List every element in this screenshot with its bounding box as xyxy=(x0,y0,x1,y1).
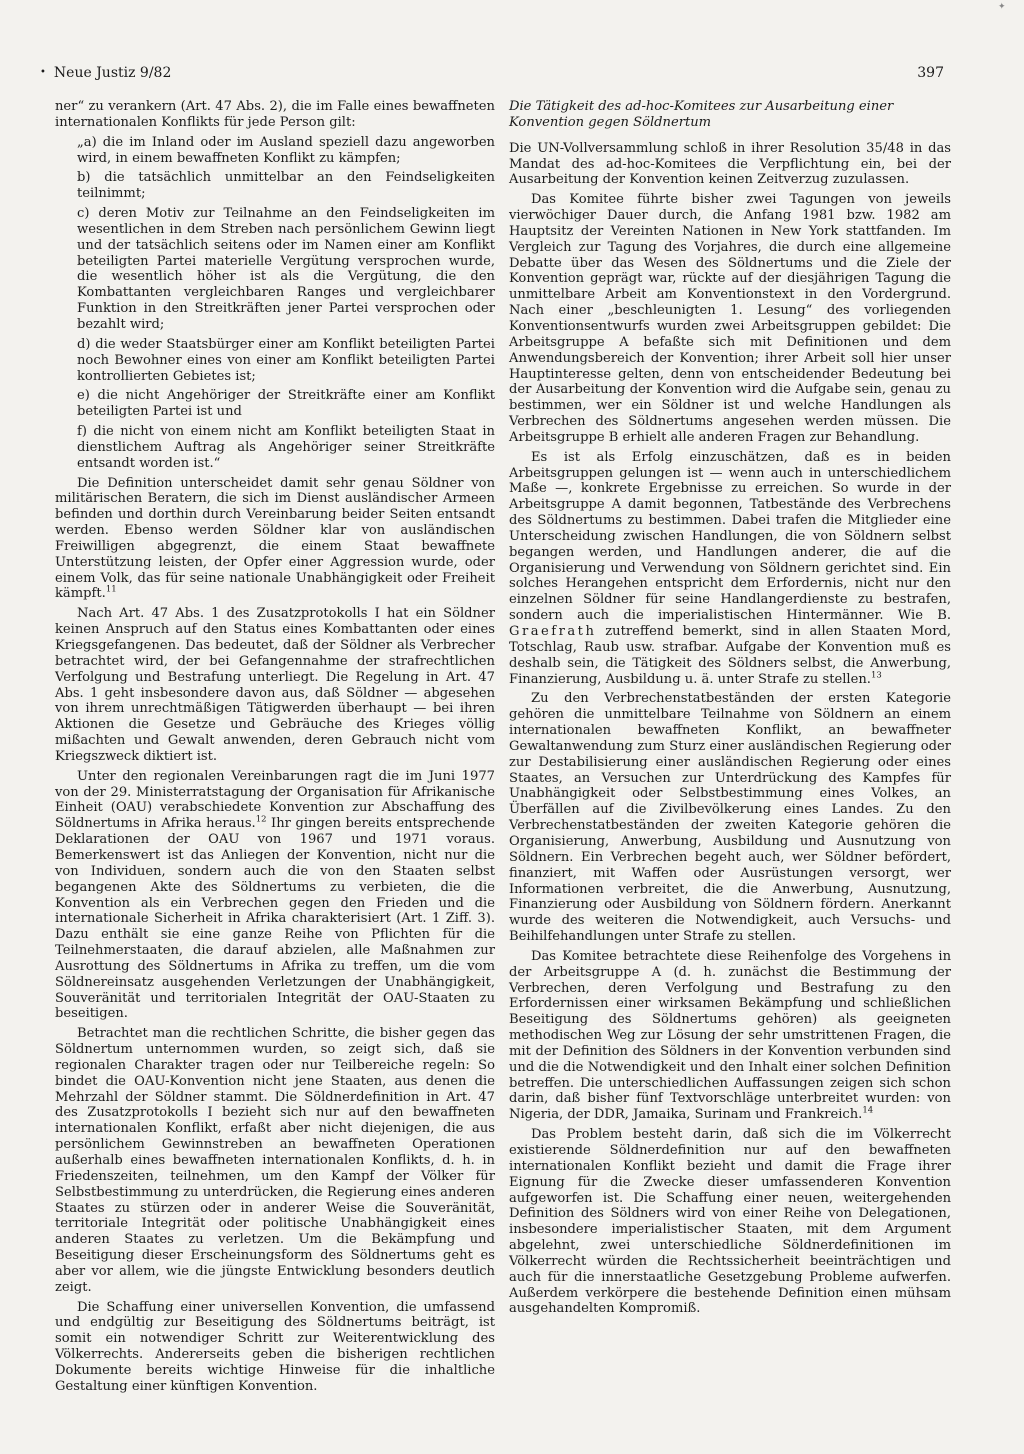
list-item: b) die tatsächlich unmittelbar an den Feindseligkeiten teilnimmt; xyxy=(77,170,495,202)
paragraph xyxy=(55,769,495,1023)
paragraph-text: Unter den regionalen Vereinbarungen ragt die im Juni 1977 von der 29. Ministerratstagung der Organisation für Afrikanische Einheit (OAU) verabschiedete Konvention zur Abschaffung des Söldnertums in Afrika heraus. xyxy=(55,768,495,832)
list-item: c) deren Motiv zur Teilnahme an den Feindseligkeiten im wesentlichen in dem Streben nach persönlichem Gewinn liegt und der tatsächlich seitens oder im Namen einer am Konflikt beteiligten Partei materielle Vergütung versprochen wurde, die wesentlich höher ist als die Vergütung, die den Kombattanten vergleichbaren Ranges und vergleichbarer Funktion in den Streitkräften jener Partei versprochen oder bezahlt wird; xyxy=(77,206,495,332)
list-item: „a) die im Inland oder im Ausland speziell dazu angeworben wird, in einem bewaffneten Konflikt zu kämpfen; xyxy=(77,134,495,166)
paragraph xyxy=(509,450,951,688)
paragraph: Die Schaffung einer universellen Konvention, die umfassend und endgültig zur Beseitigung des Söldnertums beiträgt, ist somit ein notwendiger Schritt zur Weiterentwicklung des Völkerrechts. Andererseits geben die bisherigen rechtlichen Dokumente bereits wichtige Hinweise für die inhaltliche Gestaltung einer künftigen Konvention. xyxy=(55,1299,495,1394)
footnote-ref: 13 xyxy=(870,670,882,681)
list-item: d) die weder Staatsbürger einer am Konflikt beteiligten Partei noch Bewohner eines von einer am Konflikt beteiligten Partei kontrollierten Gebietes ist; xyxy=(77,336,495,384)
section-heading: Die Tätigkeit des ad-hoc-Komitees zur Ausarbeitung einer Konvention gegen Söldnertum xyxy=(509,99,894,130)
list-item: e) die nicht Angehöriger der Streitkräfte einer am Konflikt beteiligten Partei ist und xyxy=(77,388,495,420)
paragraph: ner“ zu verankern (Art. 47 Abs. 2), die im Falle eines bewaffneten internationalen Konflikts für jede Person gilt: xyxy=(55,99,495,130)
paragraph: Das Problem besteht darin, daß sich die im Völkerrecht existierende Söldnerdefinition nur auf den bewaffneten internationalen Konflikt bezieht und damit die Frage ihrer Eignung für die Zwecke dieser umfassenderen Konvention aufgeworfen ist. Die Schaffung einer neuen, weitergehenden Definition des Söldners wird von einer Reihe von Delegationen, insbesondere imperialistischer Staaten, mit dem Argument abgelehnt, zwei unterschiedliche Söldnerdefinitionen im Völkerrecht würden die Rechtssicherheit beeinträchtigen und auch für die innerstaatliche Gesetzgebung Probleme aufwerfen. Außerdem verkörpere die bestehende Definition einen mühsam ausgehandelten Kompromiß. xyxy=(509,1127,951,1317)
journal-title-text: Neue Justiz 9/82 xyxy=(53,65,172,81)
footnote-ref: 14 xyxy=(862,1105,874,1116)
paragraph-text: Die Definition unterscheidet damit sehr genau Söldner von militärischen Beratern, die sich im Dienst ausländischer Armeen befinden und dorthin durch Vereinbarung beider Seiten entsandt werden. Ebenso werden Söldner klar von ausländischen Freiwilligen abgegrenzt, die einem Staat bewaffnete Unterstützung leisten, der Opfer einer Aggression wurde, oder einem Volk, das für seine nationale Unabhängigkeit oder Freiheit kämpft. xyxy=(55,475,495,602)
paragraph: Die UN-Vollversammlung schloß in ihrer Resolution 35/48 in das Mandat des ad-hoc-Komitees die Verpflichtung ein, bei der Ausarbeitung der Konvention keinen Zeitverzug zuzulassen. xyxy=(509,140,951,188)
paragraph xyxy=(55,476,495,603)
paragraph-text: Ihr gingen bereits entsprechende Deklarationen der OAU von 1967 und 1971 voraus. Bemerkenswert ist das Anliegen der Konvention, nicht nur die von Individuen, sondern auch die von den Staaten selbst begangenen Akte des Söldnertums zu verbieten, die die Konvention als ein Verbrechen gegen den Frieden und die internationale Sicherheit in Afrika charakterisiert (Art. 1 Ziff. 3). Dazu enthält sie eine ganze Reihe von Pflichten für die Teilnehmerstaaten, die darauf abzielen, alle Maßnahmen zur Ausrottung des Söldnertums in Afrika zu treffen, um die vom Söldnereinsatz ausgehenden Verletzungen der Unabhängigkeit, Souveränität und territorialen Integrität der OAU-Staaten zu beseitigen. xyxy=(55,816,495,1022)
paragraph: Nach Art. 47 Abs. 1 des Zusatzprotokolls I hat ein Söldner keinen Anspruch auf den Status eines Kombattanten oder eines Kriegsgefangenen. Das bedeutet, daß der Söldner als Verbrecher betrachtet wird, der bei Gefangennahme der strafrechtlichen Verfolgung und Bestrafung unterliegt. Die Regelung in Art. 47 Abs. 1 geht insbesondere davon aus, daß Söldner — abgesehen von ihrem unrechtmäßigen Tätigwerden überhaupt — bei ihren Aktionen die Gesetze und Gebräuche des Krieges völlig mißachten und Gewalt anwenden, deren Gebrauch nicht vom Kriegszweck diktiert ist. xyxy=(55,606,495,764)
list-item: f) die nicht von einem nicht am Konflikt beteiligten Staat in dienstlichem Auftrag als Angehöriger seiner Streitkräfte entsandt worden ist.“ xyxy=(77,424,495,471)
author-name: Graefrath xyxy=(509,624,597,639)
footnote-ref: 11 xyxy=(105,585,117,596)
bullet-mark: • xyxy=(40,67,46,78)
page-number: 397 xyxy=(917,65,944,81)
paragraph-text: zutreffend bemerkt, sind in allen Staaten Mord, Totschlag, Raub usw. strafbar. Aufgabe der Konvention muß es deshalb sein, die Tätigkeit des Söldners selbst, die Anwerbung, Finanzierung, Ausbildung u. ä. unter Strafe zu stellen. xyxy=(509,624,951,687)
left-column xyxy=(55,99,495,1399)
running-header xyxy=(40,64,944,84)
paragraph-text: Das Komitee betrachtete diese Reihenfolge des Vorgehens in der Arbeitsgruppe A (d. h. zunächst die Bestimmung der Verbrechen, deren Verfolgung und Bestrafung zu den Erfordernissen einer wirksamen Bekämpfung und schließlichen Beseitigung des Söldnertums gehören) als geeigneten methodischen Weg zur Lösung der sehr umstrittenen Fragen, die mit der Definition des Söldners in der Konvention verbunden sind und die die Notwendigkeit und den Inhalt einer solchen Definition betreffen. Die unterschiedlichen Auffassungen zeigen sich schon darin, daß bisher fünf Textvorschläge unterbreitet wurden: von Nigeria, der DDR, Jamaika, Surinam und Frankreich. xyxy=(509,948,951,1123)
paragraph-text: Es ist als Erfolg einzuschätzen, daß es in beiden Arbeitsgruppen gelungen ist — wenn auch in unterschiedlichem Maße —, konkrete Ergebnisse zu erreichen. So wurde in der Arbeitsgruppe A damit begonnen, Tatbestände des Verbrechens des Söldnertums zu bestimmen. Dabei trafen die Mitglieder eine Unterscheidung zwischen Handlungen, die von Söldnern selbst begangen werden, und Handlungen anderer, die auf die Organisierung und Verwendung von Söldnern gerichtet sind. Ein solches Herangehen entspricht dem Erfordernis, nicht nur den einzelnen Söldner für seine Handlangerdienste zu bestrafen, sondern auch die imperialistischen Hintermänner. Wie B. xyxy=(509,449,951,624)
paragraph: Zu den Verbrechenstatbeständen der ersten Kategorie gehören die unmittelbare Teilnahme von Söldnern an einem internationalen bewaffneten Konflikt, an bewaffneter Gewaltanwendung zum Sturz einer ausländischen Regierung oder zur Destabilisierung einer ausländischen Regierung oder eines Staates, an Versuchen zur Unterdrückung des Kampfes für Unabhängigkeit oder Selbstbestimmung eines Volkes, an Überfällen auf die Zivilbevölkerung eines Landes. Zu den Verbrechenstatbeständen der zweiten Kategorie gehören die Organisierung, Anwerbung, Ausbildung und Ausnutzung von Söldnern. Ein Verbrechen begeht auch, wer Söldner befördert, finanziert, mit Waffen oder Ausrüstungen versorgt, wer Informationen verbreitet, die die Anwerbung, Ausnutzung, Finanzierung oder Ausbildung von Söldnern fördern. Anerkannt wurde des weiteren die Notwendigkeit, auch Versuchs- und Beihilfehandlungen unter Strafe zu stellen. xyxy=(509,691,951,945)
footnote-ref: 12 xyxy=(255,814,267,825)
paragraph xyxy=(509,949,951,1123)
scan-corner-mark-icon: ✦ xyxy=(998,2,1006,12)
right-column xyxy=(509,99,951,1321)
journal-title xyxy=(40,64,171,82)
paragraph: Betrachtet man die rechtlichen Schritte, die bisher gegen das Söldnertum unternommen wurden, so zeigt sich, daß sie regionalen Charakter tragen oder nur Teilbereiche regeln: So bindet die OAU-Konvention nicht jene Staaten, aus denen die Mehrzahl der Söldner stammt. Die Söldnerdefinition in Art. 47 des Zusatzprotokolls I bezieht sich nur auf den bewaffneten internationalen Konflikt, erfaßt aber nicht diejenigen, die aus persönlichem Gewinnstreben an bewaffneten Operationen außerhalb eines bewaffneten internationalen Konflikts, d. h. in Friedenszeiten, teilnehmen, um den Kampf der Völker für Selbstbestimmung zu unterdrücken, die Regierung eines anderen Staates zu stürzen oder in anderer Weise die Souveränität, territoriale Integrität oder politische Unabhängigkeit eines anderen Staates zu verletzen. Um die Bekämpfung und Beseitigung dieser Erscheinungsform des Söldnertums geht es aber vor allem, wie die jüngste Entwicklung besonders deutlich zeigt. xyxy=(55,1026,495,1295)
paragraph: Das Komitee führte bisher zwei Tagungen von jeweils vierwöchiger Dauer durch, die Anfang 1981 bzw. 1982 am Hauptsitz der Vereinten Nationen in New York stattfanden. Im Vergleich zur Tagung des Vorjahres, die durch eine allgemeine Debatte über das Wesen des Söldnertums und die Ziele der Konvention geprägt war, rückte auf der diesjährigen Tagung die unmittelbare Arbeit am Konventionstext in den Vordergrund. Nach einer „beschleunigten 1. Lesung“ des vorliegenden Konventionsentwurfs wurden zwei Arbeitsgruppen gebildet: Die Arbeitsgruppe A befaßte sich mit Definitionen und dem Anwendungsbereich der Konvention; ihrer Arbeit soll hier unser Hauptinteresse gelten, denn von entscheidender Bedeutung bei der Ausarbeitung der Konvention wird die Aufgabe sein, genau zu bestimmen, wer ein Söldner ist und welche Handlungen als Verbrechen des Söldnertums angesehen werden müssen. Die Arbeitsgruppe B erhielt alle anderen Fragen zur Behandlung. xyxy=(509,192,951,445)
